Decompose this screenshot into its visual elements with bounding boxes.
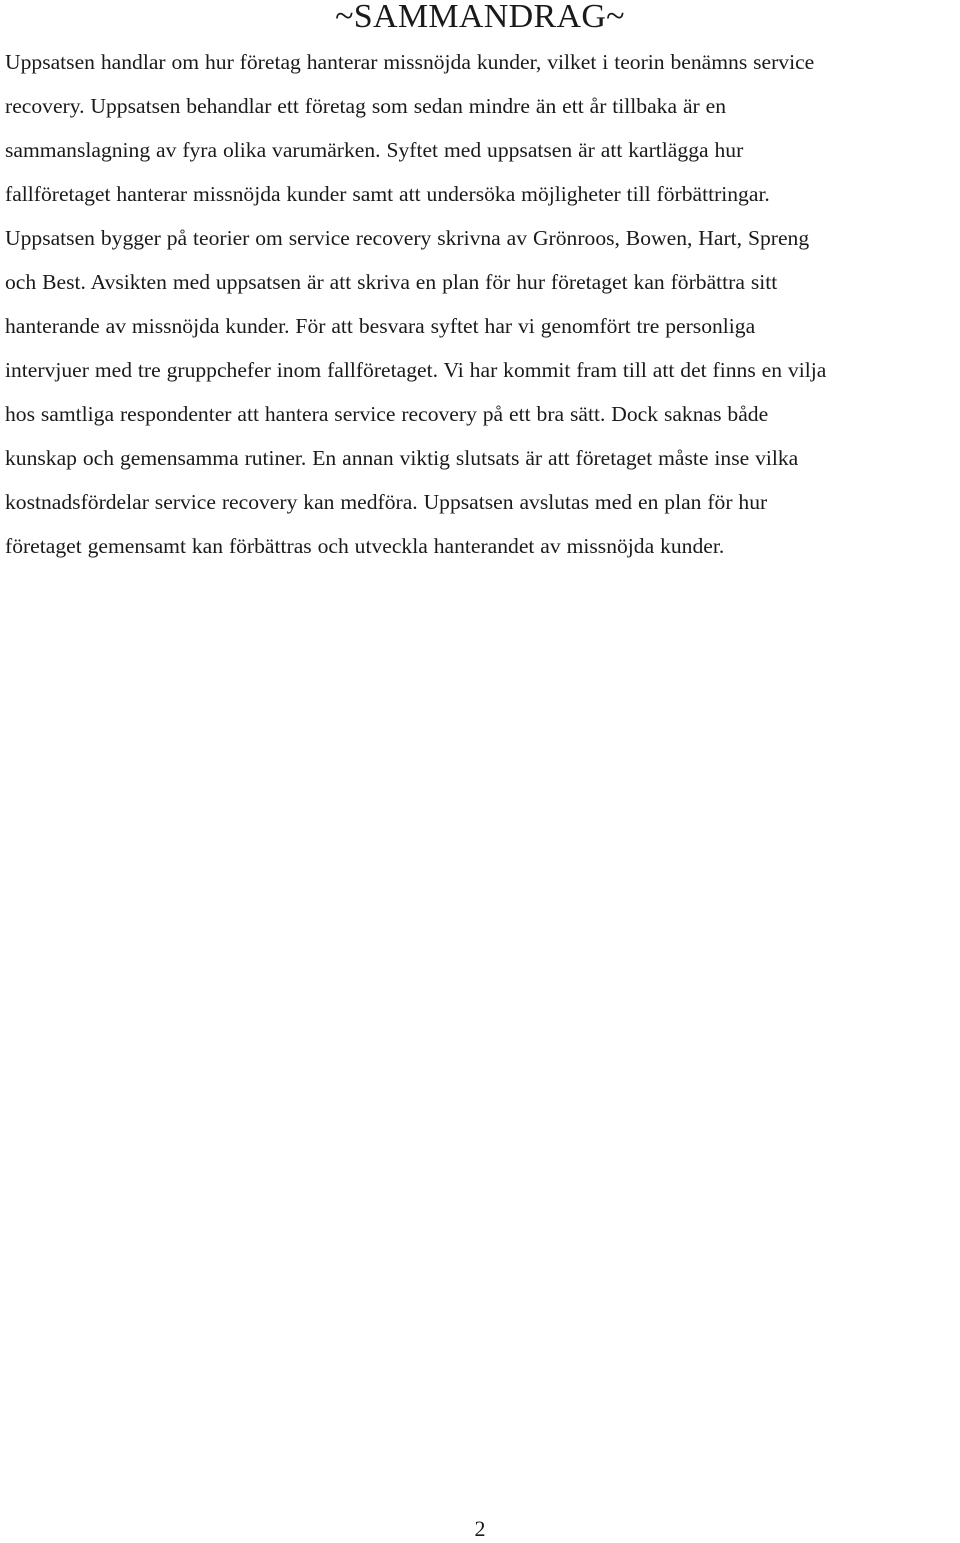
page-number: 2 xyxy=(474,1516,486,1541)
paragraph-line: kunskap och gemensamma rutiner. En annan viktig slutsats är att företaget måste inse vilka xyxy=(5,446,799,470)
page-title: ~SAMMANDRAG~ xyxy=(335,0,625,35)
paragraph-line: sammanslagning av fyra olika varumärken. Syftet med uppsatsen är att kartlägga hur xyxy=(5,138,744,162)
paragraph-line: intervjuer med tre gruppchefer inom fallföretaget. Vi har kommit fram till att det finns en vilja xyxy=(5,358,827,382)
paragraph-line: Uppsatsen bygger på teorier om service recovery skrivna av Grönroos, Bowen, Hart, Spreng xyxy=(5,226,810,250)
paragraph-line: företaget gemensamt kan förbättras och utveckla hanterandet av missnöjda kunder. xyxy=(5,534,725,558)
paragraph-line: kostnadsfördelar service recovery kan medföra. Uppsatsen avslutas med en plan för hur xyxy=(5,490,768,514)
paragraph-line: Uppsatsen handlar om hur företag hanterar missnöjda kunder, vilket i teorin benämns service xyxy=(5,50,815,74)
abstract-paragraph xyxy=(5,40,960,568)
paragraph-line: recovery. Uppsatsen behandlar ett företag som sedan mindre än ett år tillbaka är en xyxy=(5,94,727,118)
paragraph-line: och Best. Avsikten med uppsatsen är att skriva en plan för hur företaget kan förbättra sitt xyxy=(5,270,778,294)
paragraph-line: hos samtliga respondenter att hantera service recovery på ett bra sätt. Dock saknas både xyxy=(5,402,769,426)
paragraph-line: hanterande av missnöjda kunder. För att besvara syftet har vi genomfört tre personliga xyxy=(5,314,756,338)
paragraph-line: fallföretaget hanterar missnöjda kunder samt att undersöka möjligheter till förbättringar. xyxy=(5,182,770,206)
